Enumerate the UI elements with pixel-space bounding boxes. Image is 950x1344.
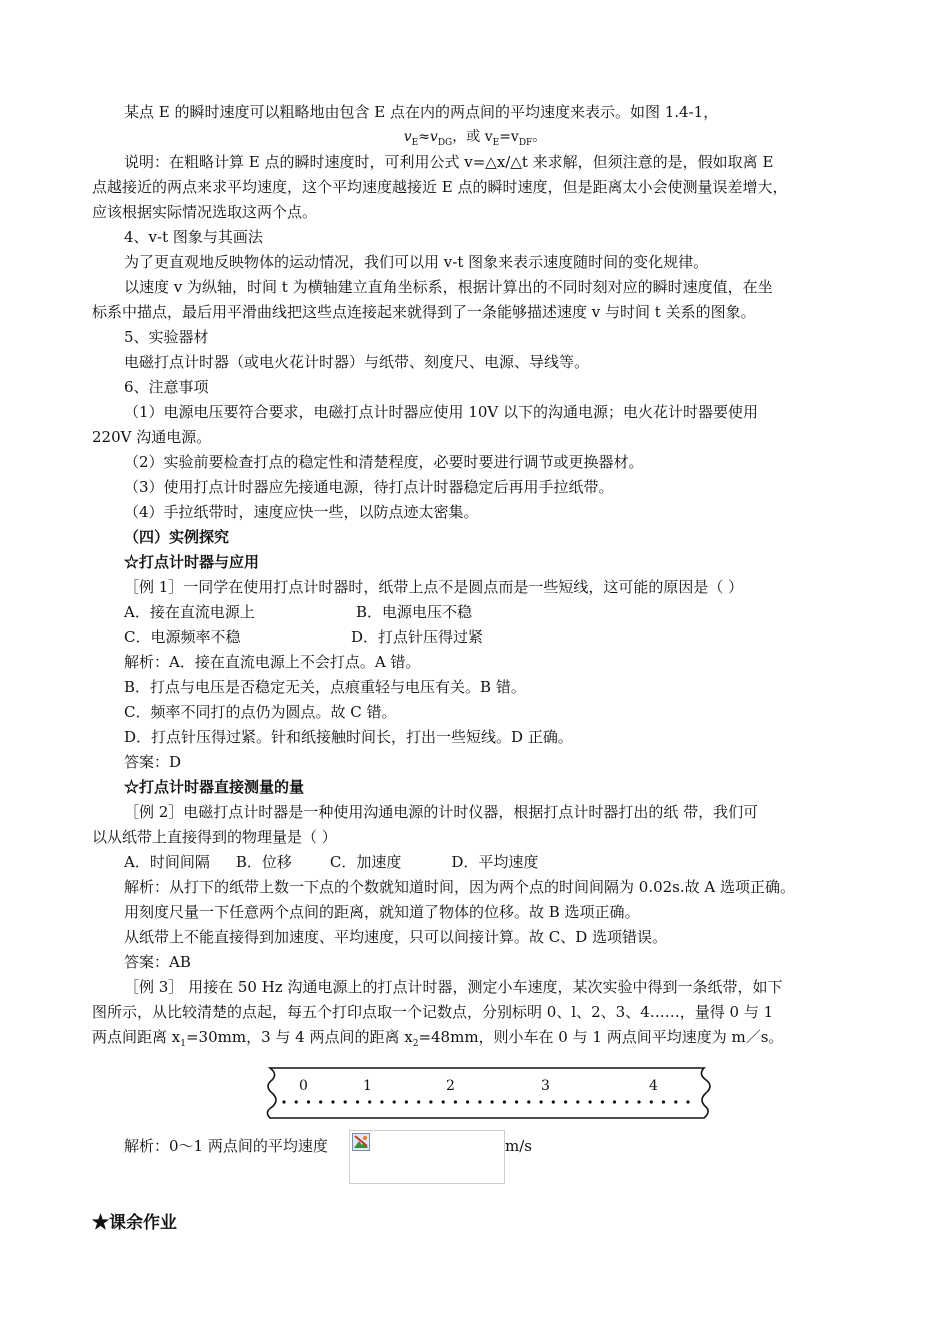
tape-dot	[674, 1100, 677, 1103]
tape-label-1: 1	[363, 1078, 372, 1094]
example-2-analysis-3: 从纸带上不能直接得到加速度、平均速度，只可以间接计算。故 C、D 选项错误。	[124, 928, 668, 946]
topic-timer-application: ☆打点计时器与应用	[124, 553, 260, 571]
tape-dot	[429, 1100, 432, 1103]
tape-outline	[267, 1068, 710, 1118]
tape-dot	[442, 1100, 445, 1103]
tape-dot	[601, 1100, 604, 1103]
homework-heading: ★课余作业	[92, 1213, 177, 1233]
example-2-answer: 答案：AB	[124, 953, 191, 971]
example-2-options	[124, 851, 538, 873]
tape-dot	[356, 1100, 359, 1103]
example-3-question-line-2: 图所示，从比较清楚的点起，每五个打印点取一个记数点，分别标明 0、l、2、3、4……，量得 0 与 1	[92, 1003, 774, 1021]
paragraph-equipment: 电磁打点计时器（或电火花计时器）与纸带、刻度尺、电源、导线等。	[124, 353, 590, 371]
note-line-3: 应该根据实际情况选取这两个点。	[92, 203, 318, 221]
tape-dot	[686, 1100, 689, 1103]
example-1-analysis-d: D．打点针压得过紧。针和纸接触时间长，打出一些短线。D 正确。	[124, 728, 573, 746]
example-1-analysis-b: B．打点与电压是否稳定无关，点痕重轻与电压有关。B 错。	[124, 678, 526, 696]
tape-dot	[552, 1100, 555, 1103]
example-3-unit: m/s	[505, 1137, 532, 1155]
precaution-2: （2）实验前要检查打点的稳定性和清楚程度，必要时要进行调节或更换器材。	[124, 453, 644, 471]
paragraph-instant-velocity: 某点 E 的瞬时速度可以粗略地由包含 E 点在内的两点间的平均速度来表示。如图 1.4-1，	[124, 103, 719, 121]
tape-dot	[515, 1100, 518, 1103]
tape-dot	[405, 1100, 408, 1103]
precaution-1-line-1: （1）电源电压要符合要求，电磁打点计时器应使用 10V 以下的沟通电源；电火花计时器要使用	[124, 403, 759, 421]
tape-label-4: 4	[649, 1078, 658, 1094]
example-2-option-c: C．加速度	[329, 853, 402, 871]
tape-dot	[393, 1100, 396, 1103]
example-1-analysis-c: C．频率不同打的点仍为圆点。故 C 错。	[124, 703, 397, 721]
topic-direct-measurement: ☆打点计时器直接测量的量	[124, 778, 305, 796]
precaution-3: （3）使用打点计时器应先接通电源，待打点计时器稳定后再用手拉纸带。	[124, 478, 614, 496]
tape-label-2: 2	[446, 1078, 455, 1094]
heading-precautions: 6、注意事项	[124, 378, 209, 396]
paper-tape-figure	[256, 1062, 716, 1124]
example-2-question-line-1: ［例 2］电磁打点计时器是一种使用沟通电源的计时仪器，根据打点计时器打出的纸 带，我们可	[124, 803, 759, 821]
paragraph-vt-method-2: 标系中描点，最后用平滑曲线把这些点连接起来就得到了一条能够描述速度 v 与时间 t 关系的图象。	[92, 303, 756, 321]
tape-dot	[491, 1100, 494, 1103]
tape-dot	[503, 1100, 506, 1103]
tape-dot	[650, 1100, 653, 1103]
tape-dot	[331, 1100, 334, 1103]
velocity-formula: $v_E\approx v_{DG}$，或 $v_E=v_{DF}$。	[403, 129, 547, 148]
tape-dot	[466, 1100, 469, 1103]
tape-label-3: 3	[541, 1078, 550, 1094]
broken-image-icon	[352, 1133, 370, 1151]
example-3-analysis-text: 解析：0～1 两点间的平均速度	[124, 1137, 328, 1155]
example-1-option-d: D．打点针压得过紧	[351, 628, 484, 646]
example-1-option-c: C．电源频率不稳	[124, 628, 241, 646]
example-3-question-line-3: 两点间距离 $x_1=30mm$，3 与 4 两点间的距离 $x_2=48mm$，则小车在 0 与 1 两点间平均速度为 m／s。	[92, 1028, 784, 1049]
tape-dot	[344, 1100, 347, 1103]
tape-dot	[540, 1100, 543, 1103]
tape-dot	[613, 1100, 616, 1103]
example-1-answer: 答案：D	[124, 753, 182, 771]
paragraph-vt-method-1: 以速度 v 为纵轴，时间 t 为横轴建立直角坐标系，根据计算出的不同时刻对应的瞬时速度值，在坐	[124, 278, 773, 296]
tape-dot	[637, 1100, 640, 1103]
heading-equipment: 5、实验器材	[124, 328, 209, 346]
tape-dot	[380, 1100, 383, 1103]
tape-dot	[307, 1100, 310, 1103]
paragraph-vt-intro: 为了更直观地反映物体的运动情况，我们可以用 v-t 图象来表示速度随时间的变化规律。	[124, 253, 709, 271]
section-examples: （四）实例探究	[124, 528, 230, 546]
note-line-2: 点越接近的两点来求平均速度，这个平均速度越接近 E 点的瞬时速度，但是距离太小会使测量误差增大，	[92, 178, 788, 196]
note-line-1: 说明：在粗略计算 E 点的瞬时速度时，可利用公式 v=△x/△t 来求解，但须注意的是，假如取离 E	[124, 153, 774, 171]
example-2-option-d: D．平均速度	[451, 853, 539, 871]
tape-dot	[417, 1100, 420, 1103]
tape-dot	[282, 1100, 285, 1103]
example-1-analysis-a: 解析：A．接在直流电源上不会打点。A 错。	[124, 653, 421, 671]
precaution-4: （4）手拉纸带时，速度应快一些，以防点迹太密集。	[124, 503, 479, 521]
example-2-option-b: B．位移	[235, 853, 292, 871]
example-2-analysis-2: 用刻度尺量一下任意两个点间的距离，就知道了物体的位移。故 B 选项正确。	[124, 903, 640, 921]
tape-dot	[564, 1100, 567, 1103]
tape-dot	[589, 1100, 592, 1103]
example-1-question: ［例 1］一同学在使用打点计时器时，纸带上点不是圆点而是一些短线，这可能的原因是（ ）	[124, 578, 744, 596]
tape-dot	[625, 1100, 628, 1103]
example-2-analysis-1: 解析：从打下的纸带上数一下点的个数就知道时间，因为两个点的时间间隔为 0.02s.故 A 选项正确。	[124, 878, 796, 896]
tape-dot	[368, 1100, 371, 1103]
example-1-option-b: B．电源电压不稳	[356, 603, 473, 621]
tape-dot	[319, 1100, 322, 1103]
example-1-option-a: A．接在直流电源上	[124, 603, 255, 621]
tape-dot	[478, 1100, 481, 1103]
precaution-1-line-2: 220V 沟通电源。	[92, 428, 212, 446]
tape-dot	[454, 1100, 457, 1103]
tape-dot	[576, 1100, 579, 1103]
example-2-question-line-2: 以从纸带上直接得到的物理量是（ ）	[92, 828, 337, 846]
example-2-option-a: A．时间间隔	[124, 853, 210, 871]
tape-label-0: 0	[299, 1078, 308, 1094]
tape-dot	[295, 1100, 298, 1103]
tape-dot	[527, 1100, 530, 1103]
heading-vt-graph: 4、v-t 图象与其画法	[124, 228, 263, 246]
tape-dot	[662, 1100, 665, 1103]
example-3-question-line-1: ［例 3］ 用接在 50 Hz 沟通电源上的打点计时器，测定小车速度，某次实验中得到一条纸带，如下	[124, 978, 783, 996]
formula-image-placeholder	[349, 1130, 505, 1184]
